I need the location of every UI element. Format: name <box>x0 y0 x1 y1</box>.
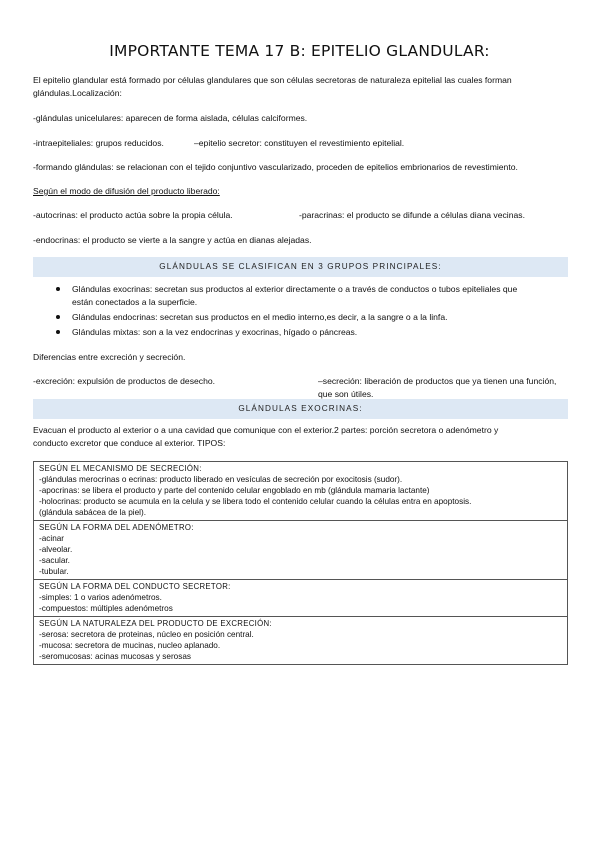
intro-line-1: El epitelio glandular está formado por células glandulares que son células secretoras de naturaleza epitelial las cuales forman <box>33 75 512 85</box>
loc-intraepiteliales: -intraepiteliales: grupos reducidos. <box>33 138 164 148</box>
row-line: -acinar <box>39 534 65 543</box>
row-line: -apocrinas: se libera el producto y parte del contenido celular engoblado en mb (glándula mamaria lactante) <box>39 486 430 495</box>
intro-paragraph <box>33 74 568 100</box>
table-cell <box>34 521 568 580</box>
exocrinas-intro-line-2: conducto excretor que conduce al exterior. TIPOS: <box>33 438 226 448</box>
row-line: -mucosa: secretora de mucinas, nucleo aplanado. <box>39 641 221 650</box>
bullet-icon <box>56 315 60 319</box>
row-line: -compuestos: múltiples adenómetros <box>39 604 173 613</box>
bullet-text: están conectados a la superficie. <box>72 296 198 307</box>
excrecion-text: -excreción: expulsión de productos de desecho. <box>33 376 216 386</box>
table-cell <box>34 580 568 617</box>
row-line: (glándula sabácea de la piel). <box>39 508 146 517</box>
row-line: -sacular. <box>39 556 70 565</box>
difusion-paracrinas: -paracrinas: el producto se difunde a células diana vecinas. <box>299 210 525 220</box>
list-item <box>33 283 558 308</box>
difusion-autocrinas: -autocrinas: el producto actúa sobre la propia célula. <box>33 210 233 220</box>
table-cell <box>34 462 568 521</box>
bullet-text: Glándulas endocrinas: secretan sus productos en el medio interno,es decir, a la sangre o a la linfa. <box>72 311 448 322</box>
bullet-text: Glándulas exocrinas: secretan sus productos al exterior directamente o a través de conductos o tubos epiteliales que <box>72 284 518 294</box>
list-item <box>33 326 558 339</box>
section-band-clasificacion: GLÁNDULAS SE CLASIFICAN EN 3 GRUPOS PRINCIPALES: <box>33 257 568 277</box>
row-line: -holocrinas: producto se acumula en la celula y se libera todo el contenido celular cuando la células entra en apoptosis. <box>39 497 472 506</box>
table-row <box>34 580 568 617</box>
loc-epitelio-secretor: –epitelio secretor: constituyen el revestimiento epitelial. <box>194 138 405 148</box>
table-cell <box>34 617 568 665</box>
row-heading: SEGÚN EL MECANISMO DE SECRECIÓN: <box>39 464 202 473</box>
diferencias-heading: Diferencias entre excreción y secreción. <box>33 352 186 362</box>
clasificacion-list <box>33 283 558 341</box>
bullet-icon <box>56 330 60 334</box>
row-heading: SEGÚN LA FORMA DEL CONDUCTO SECRETOR: <box>39 582 231 591</box>
row-heading: SEGÚN LA NATURALEZA DEL PRODUCTO DE EXCRECIÓN: <box>39 619 272 628</box>
difusion-endocrinas: -endocrinas: el producto se vierte a la sangre y actúa en dianas alejadas. <box>33 235 312 245</box>
tipos-table <box>33 461 568 665</box>
list-item <box>33 311 558 324</box>
exocrinas-intro-line-1: Evacuan el producto al exterior o a una cavidad que comunique con el exterior.2 partes: porción secretora o adenómetro y <box>33 425 499 435</box>
row-heading: SEGÚN LA FORMA DEL ADENÓMETRO: <box>39 523 194 532</box>
row-line: -alveolar. <box>39 545 73 554</box>
exocrinas-intro <box>33 424 568 450</box>
bullet-text: Glándulas mixtas: son a la vez endocrinas y exocrinas, hígado o páncreas. <box>72 326 358 337</box>
row-line: -serosa: secretora de proteinas, núcleo en posición central. <box>39 630 254 639</box>
bullet-icon <box>56 287 60 291</box>
row-line: -tubular. <box>39 567 69 576</box>
difusion-row <box>33 209 568 222</box>
page-title: IMPORTANTE TEMA 17 B: EPITELIO GLANDULAR: <box>109 42 490 60</box>
loc-formando-glandulas: -formando glándulas: se relacionan con el tejido conjuntivo vascularizado, proceden de epitelios embrionarios de revestimiento. <box>33 162 518 172</box>
excrecion-row <box>33 375 568 399</box>
secrecion-text: –secreción: liberación de productos que ya tienen una función, que son útiles. <box>318 376 557 399</box>
loc-row <box>33 137 568 150</box>
table-row <box>34 462 568 521</box>
table-row <box>34 521 568 580</box>
loc-unicelulares: -glándulas unicelulares: aparecen de forma aislada, células calciformes. <box>33 113 308 123</box>
table-row <box>34 617 568 665</box>
intro-line-2: glándulas.Localización: <box>33 88 122 98</box>
section-band-exocrinas: GLÁNDULAS EXOCRINAS: <box>33 399 568 419</box>
difusion-heading: Según el modo de difusión del producto liberado: <box>33 186 220 196</box>
row-line: -simples: 1 o varios adenómetros. <box>39 593 162 602</box>
row-line: -glándulas merocrinas o ecrinas: producto liberado en vesículas de secreción por exocitosis (sudor). <box>39 475 403 484</box>
row-line: -seromucosas: acinas mucosas y serosas <box>39 652 191 661</box>
